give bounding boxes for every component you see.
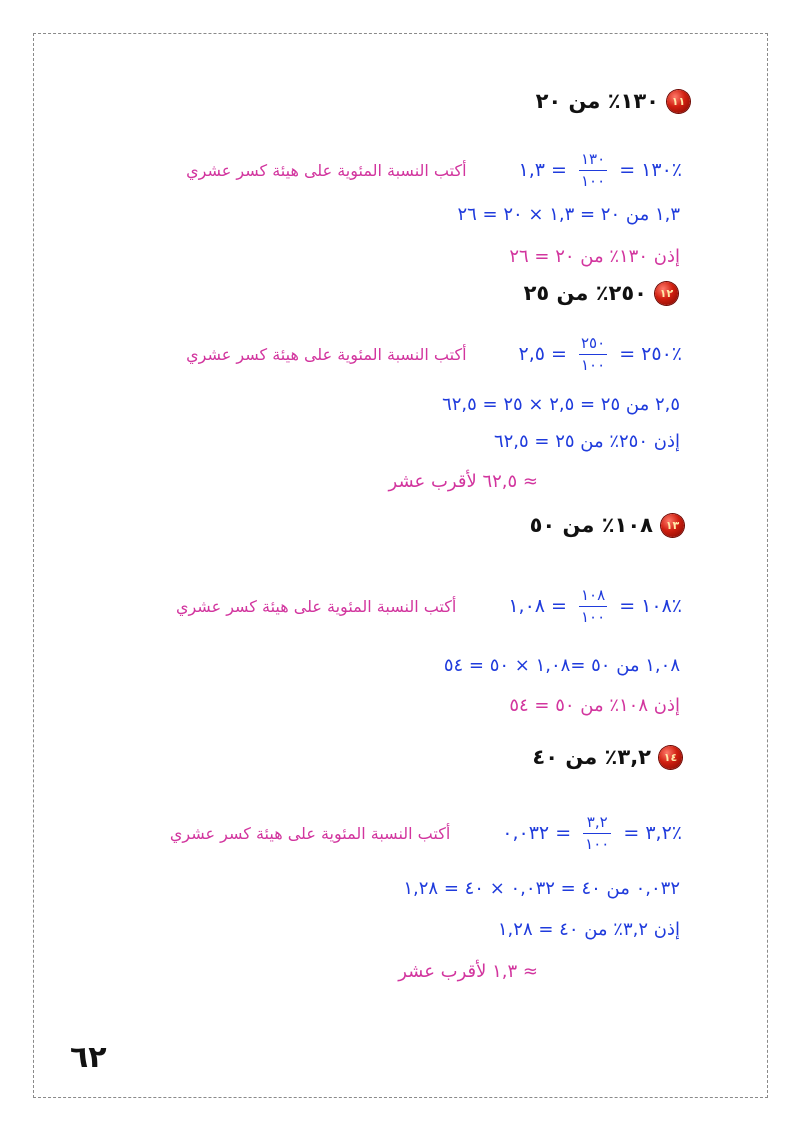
problem-14-step: ٠,٠٣٢ من ٤٠ = ٠,٠٣٢ × ٤٠ = ١,٢٨	[403, 878, 680, 899]
instruction-note: أكتب النسبة المئوية على هيئة كسر عشري	[169, 823, 451, 843]
problem-13-equation: ٪١٠٨ = $\frac{١٠٨}{١٠٠}$ = ١,٠٨ أكتب النسبة المئوية على هيئة كسر عشري	[175, 586, 682, 626]
problem-14-heading	[532, 746, 682, 769]
fraction-numerator: ٣,٢	[586, 813, 608, 831]
problem-heading-text: ١٠٨٪ من ٥٠	[529, 513, 653, 537]
fraction	[579, 336, 607, 373]
problem-12-step: ٢,٥ من ٢٥ = ٢,٥ × ٢٥ = ٦٢,٥	[442, 394, 680, 415]
fraction	[579, 588, 607, 625]
instruction-note: أكتب النسبة المئوية على هيئة كسر عشري	[186, 344, 467, 364]
problem-14-result: إذن ٣,٢٪ من ٤٠ = ١,٢٨	[497, 919, 680, 940]
problem-13-heading	[530, 514, 684, 537]
problem-number-badge-icon: ١٢	[655, 282, 678, 305]
fraction	[579, 152, 607, 189]
problem-12-equation: ٪٢٥٠ = $\frac{٢٥٠}{١٠٠}$ = ٢,٥ أكتب النسبة المئوية على هيئة كسر عشري	[186, 334, 682, 374]
instruction-note: أكتب النسبة المئوية على هيئة كسر عشري	[186, 160, 467, 180]
problem-14-approx: ≈ ١,٣ لأقرب عشر	[398, 961, 538, 982]
decimal-value: ٢,٥	[518, 343, 545, 365]
problem-11-step: ١,٣ من ٢٠ = ١,٣ × ٢٠ = ٢٦	[457, 204, 680, 225]
problem-number-badge-icon: ١١	[667, 90, 690, 113]
problem-12-result: إذن ٢٥٠٪ من ٢٥ = ٦٢,٥	[493, 431, 680, 452]
problem-14-equation: ٪٣,٢ = $\frac{٣,٢}{١٠٠}$ = ٠,٠٣٢ أكتب النسبة المئوية على هيئة كسر عشري	[169, 813, 682, 853]
problem-11-equation: ٪١٣٠ = $\frac{١٣٠}{١٠٠}$ = ١,٣ أكتب النسبة المئوية على هيئة كسر عشري	[186, 150, 682, 190]
problem-number-badge-icon: ١٤	[659, 746, 682, 769]
decimal-value: ٠,٠٣٢	[502, 822, 550, 844]
decimal-value: ١,٠٨	[508, 595, 545, 617]
problem-11-result: إذن ١٣٠٪ من ٢٠ = ٢٦	[509, 246, 680, 267]
problem-heading-text: ٢٥٠٪ من ٢٥	[523, 281, 647, 305]
decimal-value: ١,٣	[518, 159, 545, 181]
percent-value: ٪١٠٨	[641, 595, 682, 617]
percent-value: ٪١٣٠	[641, 159, 682, 181]
problem-heading-text: ٣,٢٪ من ٤٠	[532, 745, 651, 769]
instruction-note: أكتب النسبة المئوية على هيئة كسر عشري	[175, 596, 457, 616]
problem-heading-text: ١٣٠٪ من ٢٠	[535, 89, 659, 113]
problem-11-heading	[536, 90, 690, 113]
fraction-numerator: ١٣٠	[580, 150, 606, 168]
percent-value: ٪٣,٢	[645, 822, 682, 844]
fraction-numerator: ٢٥٠	[580, 334, 606, 352]
problem-number-badge-icon: ١٣	[661, 514, 684, 537]
fraction-denominator: ١٠٠	[580, 172, 606, 190]
fraction	[583, 815, 611, 852]
fraction-denominator: ١٠٠	[580, 608, 606, 626]
problem-13-step: ١,٠٨ من ٥٠ =١,٠٨ × ٥٠ = ٥٤	[443, 655, 680, 676]
percent-value: ٪٢٥٠	[641, 343, 682, 365]
problem-12-heading	[524, 282, 678, 305]
problem-12-approx: ≈ ٦٢,٥ لأقرب عشر	[388, 471, 538, 492]
fraction-denominator: ١٠٠	[585, 835, 610, 853]
page-number: ٦٢	[70, 1040, 107, 1075]
problem-13-result: إذن ١٠٨٪ من ٥٠ = ٥٤	[509, 695, 680, 716]
fraction-denominator: ١٠٠	[580, 356, 606, 374]
fraction-numerator: ١٠٨	[580, 586, 606, 604]
